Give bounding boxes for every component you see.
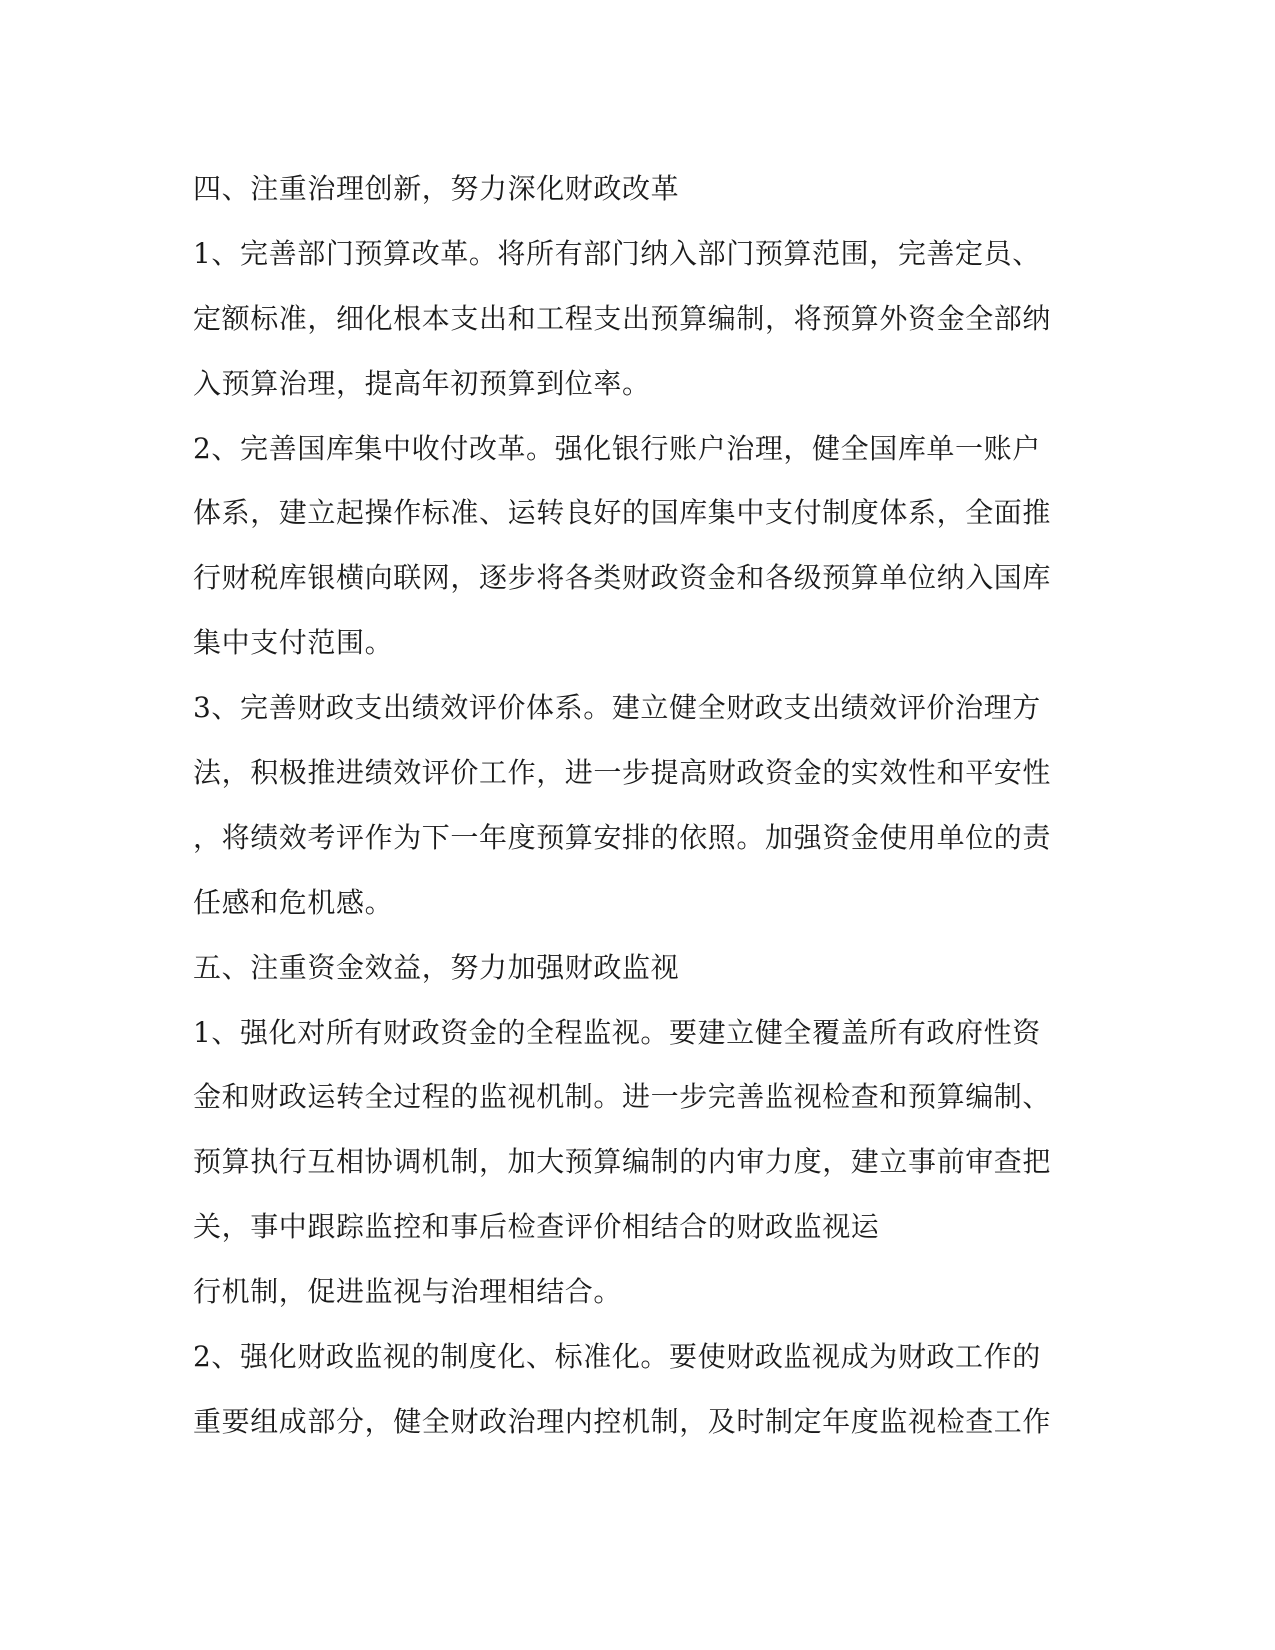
text-line: 2、强化财政监视的制度化、标准化。要使财政监视成为财政工作的 xyxy=(193,1340,1041,1374)
text-line: 1、完善部门预算改革。将所有部门纳入部门预算范围，完善定员、 xyxy=(193,236,1041,270)
text-line: 法，积极推进绩效评价工作，进一步提高财政资金的实效性和平安性 xyxy=(193,756,1052,790)
text-line: 体系，建立起操作标准、运转良好的国库集中支付制度体系，全面推 xyxy=(193,496,1052,530)
text-line: ，将绩效考评作为下一年度预算安排的依照。加强资金使用单位的责 xyxy=(193,820,1052,854)
text-line: 重要组成部分，健全财政治理内控机制，及时制定年度监视检查工作 xyxy=(193,1404,1052,1438)
text-line: 2、完善国库集中收付改革。强化银行账户治理，健全国库单一账户 xyxy=(193,431,1041,465)
text-line: 定额标准，细化根本支出和工程支出预算编制，将预算外资金全部纳 xyxy=(193,301,1052,335)
text-line: 行财税库银横向联网，逐步将各类财政资金和各级预算单位纳入国库 xyxy=(193,561,1052,595)
text-line: 任感和危机感。 xyxy=(193,885,394,919)
text-line: 集中支付范围。 xyxy=(193,626,394,660)
text-line: 入预算治理，提高年初预算到位率。 xyxy=(193,366,651,400)
text-line: 关，事中跟踪监控和事后检查评价相结合的财政监视运 xyxy=(193,1210,880,1244)
section-heading-5: 五、注重资金效益，努力加强财政监视 xyxy=(193,950,680,984)
text-line: 1、强化对所有财政资金的全程监视。要建立健全覆盖所有政府性资 xyxy=(193,1015,1041,1049)
text-line: 金和财政运转全过程的监视机制。进一步完善监视检查和预算编制、 xyxy=(193,1080,1052,1114)
text-line: 3、完善财政支出绩效评价体系。建立健全财政支出绩效评价治理方 xyxy=(193,691,1041,725)
text-line: 预算执行互相协调机制，加大预算编制的内审力度，建立事前审查把 xyxy=(193,1145,1052,1179)
section-heading-4: 四、注重治理创新，努力深化财政改革 xyxy=(193,172,680,205)
document-body xyxy=(193,157,1073,1455)
text-line: 行机制，促进监视与治理相结合。 xyxy=(193,1275,623,1309)
